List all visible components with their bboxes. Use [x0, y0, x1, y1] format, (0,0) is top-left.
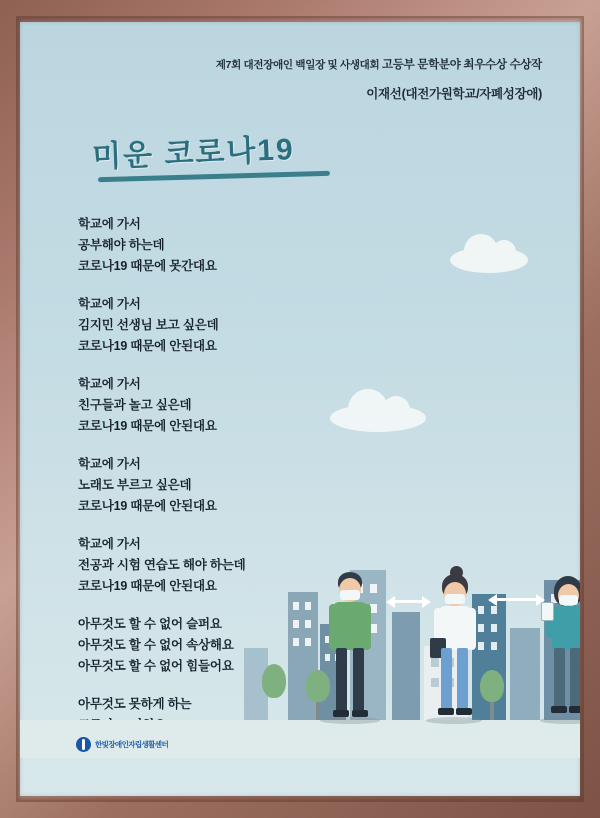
logo-text: 한빛장애인자립생활센터 — [95, 740, 169, 749]
shoe — [551, 706, 567, 713]
arm — [329, 604, 337, 650]
poem-stanza — [78, 214, 408, 277]
poem-line: 학교에 가서 — [78, 537, 141, 551]
arrow-head-right-icon — [422, 596, 431, 608]
torso — [552, 606, 580, 650]
poem-line: 코로나19 때문에 안된대요 — [78, 339, 217, 353]
poster-header — [216, 56, 542, 102]
tree-foliage — [262, 664, 286, 698]
arm — [363, 604, 371, 650]
torso — [333, 602, 367, 650]
poem-line: 학교에 가서 — [78, 217, 141, 231]
poem-line: 아무것도 못하게 하는 — [78, 697, 192, 711]
poem-line: 아무것도 할 수 없어 속상해요 — [78, 638, 234, 652]
person-left — [320, 572, 380, 720]
face-mask-icon — [445, 594, 465, 604]
poem-line: 노래도 부르고 싶은데 — [78, 478, 192, 492]
shoe — [333, 710, 349, 717]
leg — [353, 648, 364, 712]
poem-stanza — [78, 294, 408, 357]
city-illustration — [20, 538, 580, 758]
leg — [457, 648, 468, 710]
author-credit: 이재선(대전가원학교/자폐성장애) — [366, 87, 542, 101]
poem-line: 학교에 가서 — [78, 457, 141, 471]
hair-bun — [450, 566, 463, 579]
building — [392, 612, 420, 720]
shoe — [352, 710, 368, 717]
poem-line: 전공과 시험 연습도 해야 하는데 — [78, 558, 246, 572]
poem-line: 공부해야 하는데 — [78, 238, 165, 252]
arrow-head-right-icon — [536, 594, 545, 606]
logo-mark-icon — [76, 737, 91, 752]
distance-arrow-line — [394, 600, 424, 603]
poem-line: 코로나19 때문에 못간대요 — [78, 259, 217, 273]
shoe — [569, 706, 580, 713]
organization-logo — [76, 737, 168, 752]
poem-title: 미운 코로나19 — [91, 133, 296, 174]
contest-title-prefix: 제7회 대전장애인 백일장 및 사생대회 — [215, 59, 382, 71]
tree-foliage — [480, 670, 504, 702]
leg — [336, 648, 347, 712]
poem-line: 아무것도 할 수 없어 힘들어요 — [78, 659, 234, 673]
shoe — [438, 708, 454, 715]
leg — [570, 648, 580, 708]
poem-line: 코로나19 때문에 안된대요 — [78, 499, 217, 513]
shoe — [456, 708, 472, 715]
building — [510, 628, 540, 720]
poem-line: 학교에 가서 — [78, 297, 141, 311]
cloud-decoration — [450, 247, 528, 273]
poem-stanza — [78, 374, 408, 437]
poster-canvas — [20, 22, 580, 796]
poem-line: 코로나19 때문에 안된대요 — [78, 579, 217, 593]
person-middle — [426, 578, 482, 720]
distance-arrow-line — [496, 598, 538, 601]
person-right — [540, 580, 580, 720]
contest-title-emphasis: 고등부 문학분야 최우수상 수상작 — [381, 59, 542, 71]
poem-title-block — [92, 122, 352, 186]
poem-line: 코로나19 때문에 안된대요 — [78, 419, 217, 433]
poem-line: 김지민 선생님 보고 싶은데 — [78, 318, 219, 332]
poem-line: 아무것도 할 수 없어 슬퍼요 — [78, 617, 222, 631]
arm — [468, 608, 476, 650]
leg — [554, 648, 565, 708]
face-mask-icon — [340, 590, 360, 600]
poem-line: 학교에 가서 — [78, 377, 141, 391]
face-mask-icon — [559, 595, 578, 605]
poem-stanza — [78, 454, 408, 517]
contest-title — [216, 56, 542, 72]
leg — [441, 648, 452, 710]
poem-line: 친구들과 놀고 싶은데 — [78, 398, 192, 412]
